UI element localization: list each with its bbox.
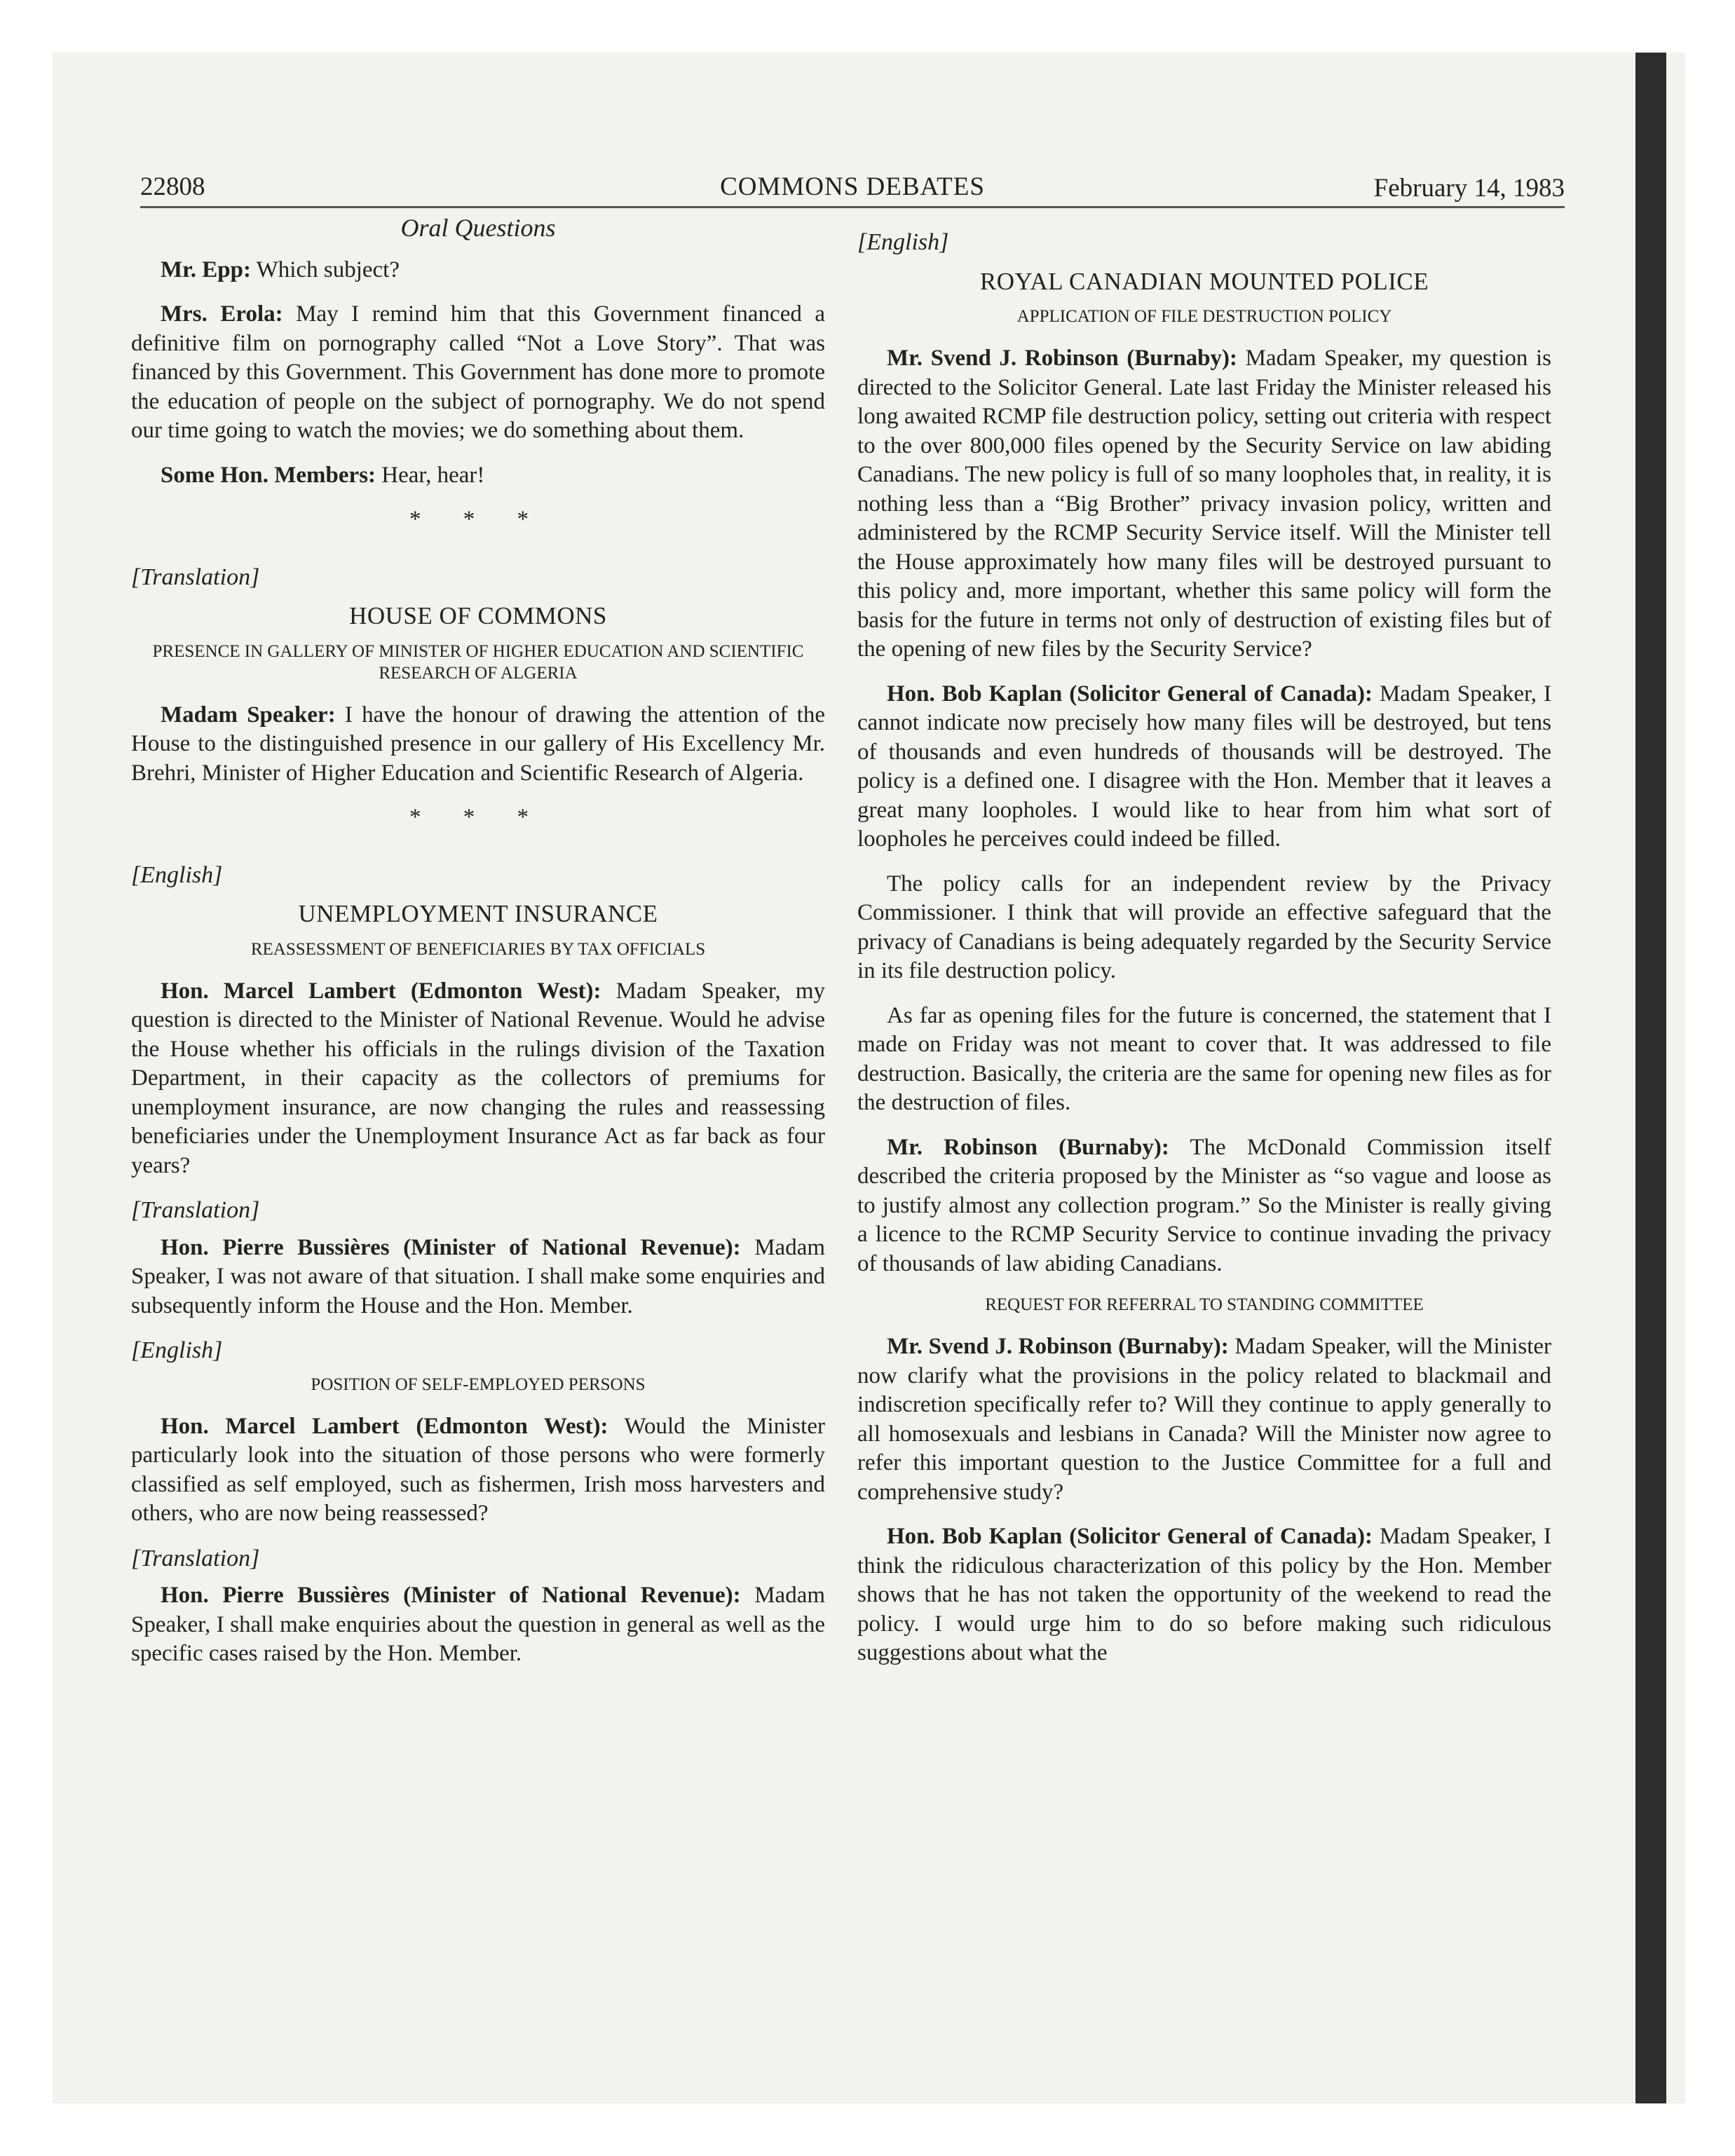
speaker-name: Hon. Marcel Lambert (Edmonton West): bbox=[161, 1413, 608, 1439]
right-column-content bbox=[857, 228, 1551, 1668]
section-tag: Oral Questions bbox=[400, 214, 556, 242]
speech-text: The policy calls for an independent review by the Privacy Commissioner. I think that will provide an effective safeguard that the privacy of Canadians is being adequately regarded by the Security Service in its file destruction policy. bbox=[857, 871, 1551, 983]
speech-paragraph bbox=[857, 1133, 1551, 1279]
section-heading: HOUSE OF COMMONS bbox=[349, 602, 607, 629]
speech-text: Would the Minister particularly look into the situation of those persons who were formerly classified as self employed, such as fishermen, Irish moss harvesters and others, who are now being reassessed? bbox=[131, 1413, 825, 1526]
section-subheading: APPLICATION OF FILE DESTRUCTION POLICY bbox=[1016, 307, 1392, 326]
language-note: [Translation] bbox=[131, 1545, 260, 1571]
speech-paragraph bbox=[857, 1332, 1551, 1507]
speech-text: Hear, hear! bbox=[381, 462, 485, 488]
speech-text: Madam Speaker, I shall make enquiries about the question in general as well as the specific cases raised by the Hon. Member. bbox=[131, 1583, 826, 1666]
speaker-name: Hon. Bob Kaplan (Solicitor General of Canada): bbox=[887, 1524, 1373, 1549]
speaker-name: Hon. Pierre Bussières (Minister of National Revenue): bbox=[161, 1583, 741, 1608]
speech-paragraph bbox=[131, 300, 825, 446]
speaker-name: Mrs. Erola: bbox=[161, 301, 283, 327]
section-separator: * * * bbox=[409, 805, 547, 830]
speaker-name: Mr. Robinson (Burnaby): bbox=[887, 1134, 1169, 1160]
speaker-name: Mr. Epp: bbox=[161, 257, 251, 282]
speaker-name: Hon. Bob Kaplan (Solicitor General of Canada): bbox=[887, 681, 1373, 707]
speech-paragraph bbox=[857, 680, 1551, 854]
speech-paragraph bbox=[131, 1234, 825, 1321]
language-note: [English] bbox=[131, 861, 223, 888]
speech-text: Madam Speaker, I think the ridiculous characterization of this policy by the Hon. Member shows that he has not taken the opportunity of the weekend to read the policy. I would urge him to do so before making such ridiculous suggestions about what the bbox=[857, 1524, 1551, 1665]
publication-date: February 14, 1983 bbox=[1373, 174, 1565, 203]
speech-text: I have the honour of drawing the attention of the House to the distinguished presence in our gallery of His Excellency Mr. Brehri, Minister of Higher Education and Scientific Research of Algeria. bbox=[131, 702, 825, 786]
speaker-name: Hon. Pierre Bussières (Minister of National Revenue): bbox=[161, 1234, 741, 1260]
section-subheading: PRESENCE IN GALLERY OF MINISTER OF HIGHER EDUCATION AND SCIENTIFIC RESEARCH OF ALGERIA bbox=[152, 641, 804, 683]
speaker-name: Hon. Marcel Lambert (Edmonton West): bbox=[161, 978, 601, 1004]
speech-paragraph bbox=[857, 344, 1551, 664]
language-note: [English] bbox=[857, 229, 949, 255]
speech-text: May I remind him that this Government financed a definitive film on pornography called “Not a Love Story”. That was financed by this Government. This Government has done more to promote the education of people on the subject of pornography. We do not spend our time going to watch the movies; we do something about them. bbox=[131, 301, 826, 443]
speech-text: Madam Speaker, I cannot indicate now precisely how many files will be destroyed, but tens of thousands and even hundreds of thousands will be destroyed. The policy is a defined one. I disagree with the Hon. Member that it leaves a great many loopholes. I would like to hear from him what sort of loopholes he perceives could indeed be filled. bbox=[857, 681, 1551, 852]
speech-paragraph bbox=[857, 1522, 1551, 1668]
page-header bbox=[140, 167, 1565, 208]
speech-paragraph bbox=[131, 1412, 825, 1529]
binding-edge bbox=[1635, 53, 1666, 2103]
speech-text: The McDonald Commission itself described the criteria proposed by the Minister as “so vague and loose as to justify almost any collection program.” So the Minister is really giving a licence to the RCMP Security Service to continue invading the privacy of thousands of law abiding Canadians. bbox=[857, 1134, 1552, 1276]
speech-text: Madam Speaker, will the Minister now clarify what the provisions in the policy related to blackmail and indiscretion specifically refer to? Will they continue to apply generally to all homosexuals and lesbians in Canada? Will the Minister now agree to refer this important question to the Justice Committee for a full and comprehensive study? bbox=[857, 1334, 1552, 1505]
section-subheading: REQUEST FOR REFERRAL TO STANDING COMMITTEE bbox=[985, 1295, 1424, 1314]
speech-text: Madam Speaker, my question is directed to the Solicitor General. Late last Friday the Minister released his long awaited RCMP file destruction policy, setting out criteria with respect to the over 800,000 files opened by the Security Service on law abiding Canadians. The new policy is full of so many loopholes that, in reality, it is nothing less than a “Big Brother” privacy invasion policy, written and administered by the RCMP Security Service itself. Will the Minister tell the House approximately how many files will be destroyed pursuant to this policy and, more important, whether this same policy will form the basis for the future in terms not only of destruction of existing files but of the opening of new files by the Security Service? bbox=[857, 346, 1552, 662]
speech-paragraph bbox=[131, 256, 825, 285]
speech-text: Madam Speaker, my question is directed to the Minister of National Revenue. Would he advise the House whether his officials in the rulings division of the Taxation Department, in their capacity as the collectors of premiums for unemployment insurance, are now changing the rules and reassessing beneficiaries under the Unemployment Insurance Act as far back as four years? bbox=[131, 978, 825, 1178]
speaker-name: Some Hon. Members: bbox=[161, 462, 376, 488]
page-number: 22808 bbox=[140, 172, 205, 201]
speaker-name: Mr. Svend J. Robinson (Burnaby): bbox=[887, 1334, 1229, 1359]
section-subheading: REASSESSMENT OF BENEFICIARIES BY TAX OFFICIALS bbox=[250, 939, 706, 959]
speech-paragraph bbox=[857, 870, 1551, 986]
speech-paragraph bbox=[857, 1002, 1551, 1118]
speech-paragraph bbox=[131, 461, 825, 491]
right-column bbox=[857, 214, 1551, 1684]
section-heading: UNEMPLOYMENT INSURANCE bbox=[298, 900, 658, 927]
speech-paragraph bbox=[131, 1581, 825, 1669]
language-note: [English] bbox=[131, 1337, 223, 1363]
speech-text: Madam Speaker, I was not aware of that situation. I shall make some enquiries and subsequently inform the House and the Hon. Member. bbox=[131, 1234, 826, 1318]
speaker-name: Madam Speaker: bbox=[161, 702, 336, 728]
speech-paragraph bbox=[131, 701, 825, 789]
left-column-content bbox=[131, 256, 825, 1669]
section-subheading: POSITION OF SELF-EMPLOYED PERSONS bbox=[311, 1374, 646, 1394]
speaker-name: Mr. Svend J. Robinson (Burnaby): bbox=[887, 346, 1237, 371]
speech-text: As far as opening files for the future is concerned, the statement that I made on Friday was not meant to cover that. It was addressed to file destruction. Basically, the criteria are the same for opening new files as for the destruction of files. bbox=[857, 1002, 1551, 1115]
left-column bbox=[131, 214, 825, 1684]
speech-paragraph bbox=[131, 977, 825, 1181]
section-heading: ROYAL CANADIAN MOUNTED POLICE bbox=[979, 267, 1429, 295]
publication-title: COMMONS DEBATES bbox=[720, 172, 985, 201]
section-separator: * * * bbox=[409, 507, 547, 532]
speech-text: Which subject? bbox=[256, 257, 400, 282]
language-note: [Translation] bbox=[131, 1197, 260, 1223]
language-note: [Translation] bbox=[131, 564, 260, 590]
